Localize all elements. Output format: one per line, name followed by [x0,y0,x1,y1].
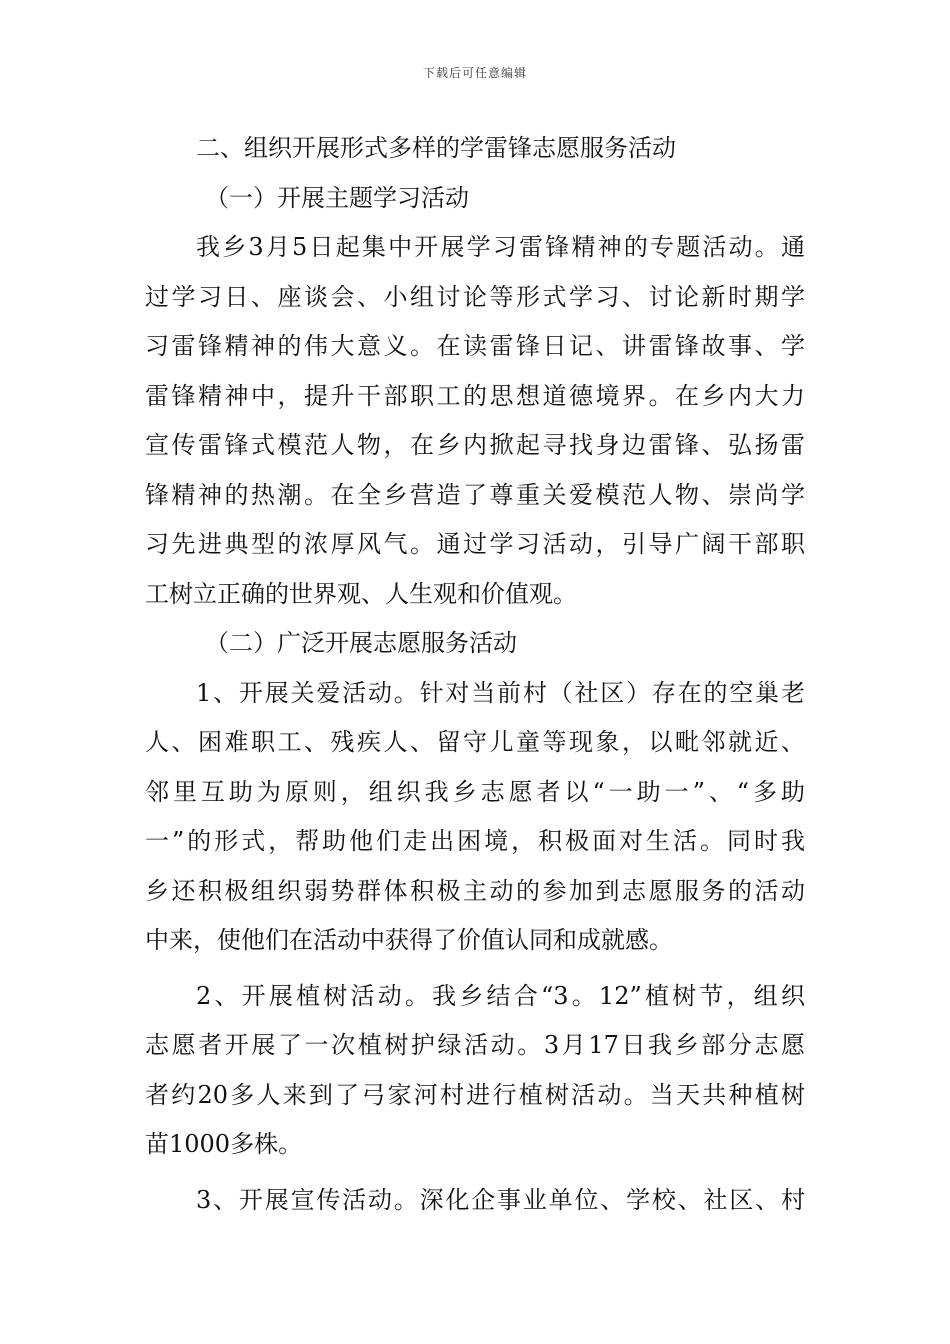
paragraph-line: 一”的形式，帮助他们走出困境，积极面对生活。同时我 [145,827,805,855]
paragraph-line: 习先进典型的浓厚风气。通过学习活动，引导广阔干部职 [145,530,805,558]
paragraph-line: 习雷锋精神的伟大意义。在读雷锋日记、讲雷锋故事、学 [145,332,805,360]
paragraph-line: 中来，使他们在活动中获得了价值认同和成就感。 [145,926,673,954]
paragraph-line: 苗1000多株。 [145,1130,303,1158]
paragraph-line: 工树立正确的世界观、人生观和价值观。 [145,579,577,608]
paragraph-line: 锋精神的热潮。在全乡营造了尊重关爱模范人物、崇尚学 [145,480,805,509]
paragraph-line: 志愿者开展了一次植树护绿活动。3月17日我乡部分志愿 [145,1031,805,1059]
paragraph-line: 雷锋精神中，提升干部职工的思想道德境界。在乡内大力 [145,381,805,410]
section-heading: 二、组织开展形式多样的学雷锋志愿服务活动 [196,134,676,162]
paragraph-line: 我乡3月5日起集中开展学习雷锋精神的专题活动。通 [196,233,805,261]
paragraph-line: 2、开展植树活动。我乡结合“3。12”植树节，组织 [196,981,805,1010]
paragraph-line: 邻里互助为原则，组织我乡志愿者以“一助一”、“多助 [145,777,805,806]
header-note: 下载后可任意编辑 [422,66,527,80]
paragraph-line: 3、开展宣传活动。深化企事业单位、学校、社区、村 [196,1185,805,1214]
paragraph-line: 者约20多人来到了弓家河村进行植树活动。当天共种植树 [145,1080,805,1109]
paragraph-line: 人、困难职工、残疾人、留守儿童等现象，以毗邻就近、 [145,728,805,756]
subsection-heading: （一）开展主题学习活动 [205,183,469,212]
subsection-heading: （二）广泛开展志愿服务活动 [205,629,517,657]
paragraph-line: 过学习日、座谈会、小组讨论等形式学习、讨论新时期学 [145,282,805,311]
paragraph-line: 乡还积极组织弱势群体积极主动的参加到志愿服务的活动 [145,876,805,905]
paragraph-line: 1、开展关爱活动。针对当前村（社区）存在的空巢老 [196,678,805,707]
document-body [145,124,805,1225]
paragraph-line: 宣传雷锋式模范人物，在乡内掀起寻找身边雷锋、弘扬雷 [145,431,805,459]
